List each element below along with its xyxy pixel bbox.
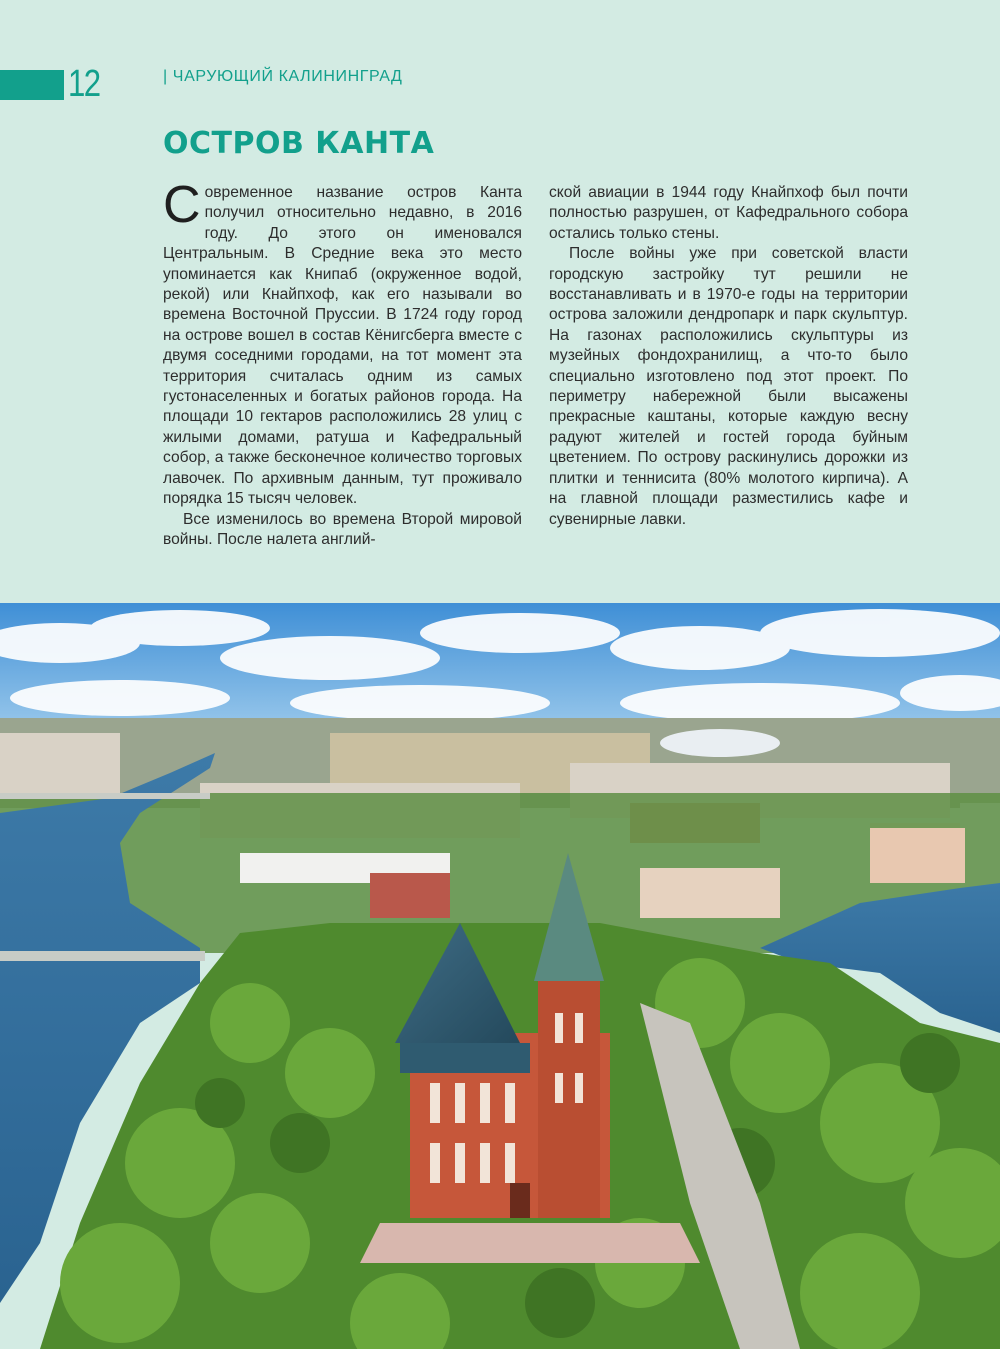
paragraph-text: После войны уже при советской власти городскую застройку тут решили не восстанавливать и в 1970-е годы на территории острова заложили дендропарк и парк скульптур. На газонах расположились скульптуры из музейных фондохранилищ, а что-то было специально изготовлено под этот проект. По периметру набережной были высажены прекрасные каштаны, которые каждую весну радуют жителей и гостей города буйным цветением. По острову раскинулись дорожки из плитки и теннисита (80% молотого кирпича). А на главной площади разместились кафе и сувенирные лавки. — [549, 245, 908, 528]
paragraph — [163, 176, 522, 510]
page-number: 12 — [68, 63, 100, 105]
column-left — [163, 176, 522, 550]
drop-cap: С — [163, 176, 201, 234]
paragraph-text: овременное название остров Канта получил относительно недавно, в 2016 году. До этого он именовался Центральным. В Средние века это место упоминается как Книпаб (окруженное водой, рекой) или Кнайпхоф, как его называли во времена Восточной Пруссии. В 1724 году город на острове вошел в состав Кёнигсберга вместе с двумя соседними городами, на тот момент эта территория считалась одним из самых густонаселенных и богатых районов города. На площади 10 гектаров расположились 28 улиц с жилыми домами, ратуша и Кафедральный собор, а также бесконечное количество торговых лавочек. По архивным данным, тут проживало порядка 15 тысяч человек. — [163, 184, 522, 508]
paragraph — [163, 510, 522, 551]
aerial-photo-illustration — [0, 603, 1000, 1349]
paragraph — [549, 244, 908, 530]
paragraph-continued — [549, 183, 908, 244]
article-title: ОСТРОВ КАНТА — [163, 126, 435, 161]
paragraph-text: Все изменилось во времена Второй мировой войны. После налета англий- — [163, 510, 522, 548]
paragraph-text: ской авиации в 1944 году Кнайпхоф был почти полностью разрушен, от Кафедрального собора остались только стены. — [549, 184, 908, 242]
article-body — [163, 176, 908, 550]
aerial-photo — [0, 603, 1000, 1349]
section-label: | ЧАРУЮЩИЙ КАЛИНИНГРАД — [163, 68, 403, 85]
page-marker-bar — [0, 70, 64, 100]
column-right — [549, 183, 908, 550]
